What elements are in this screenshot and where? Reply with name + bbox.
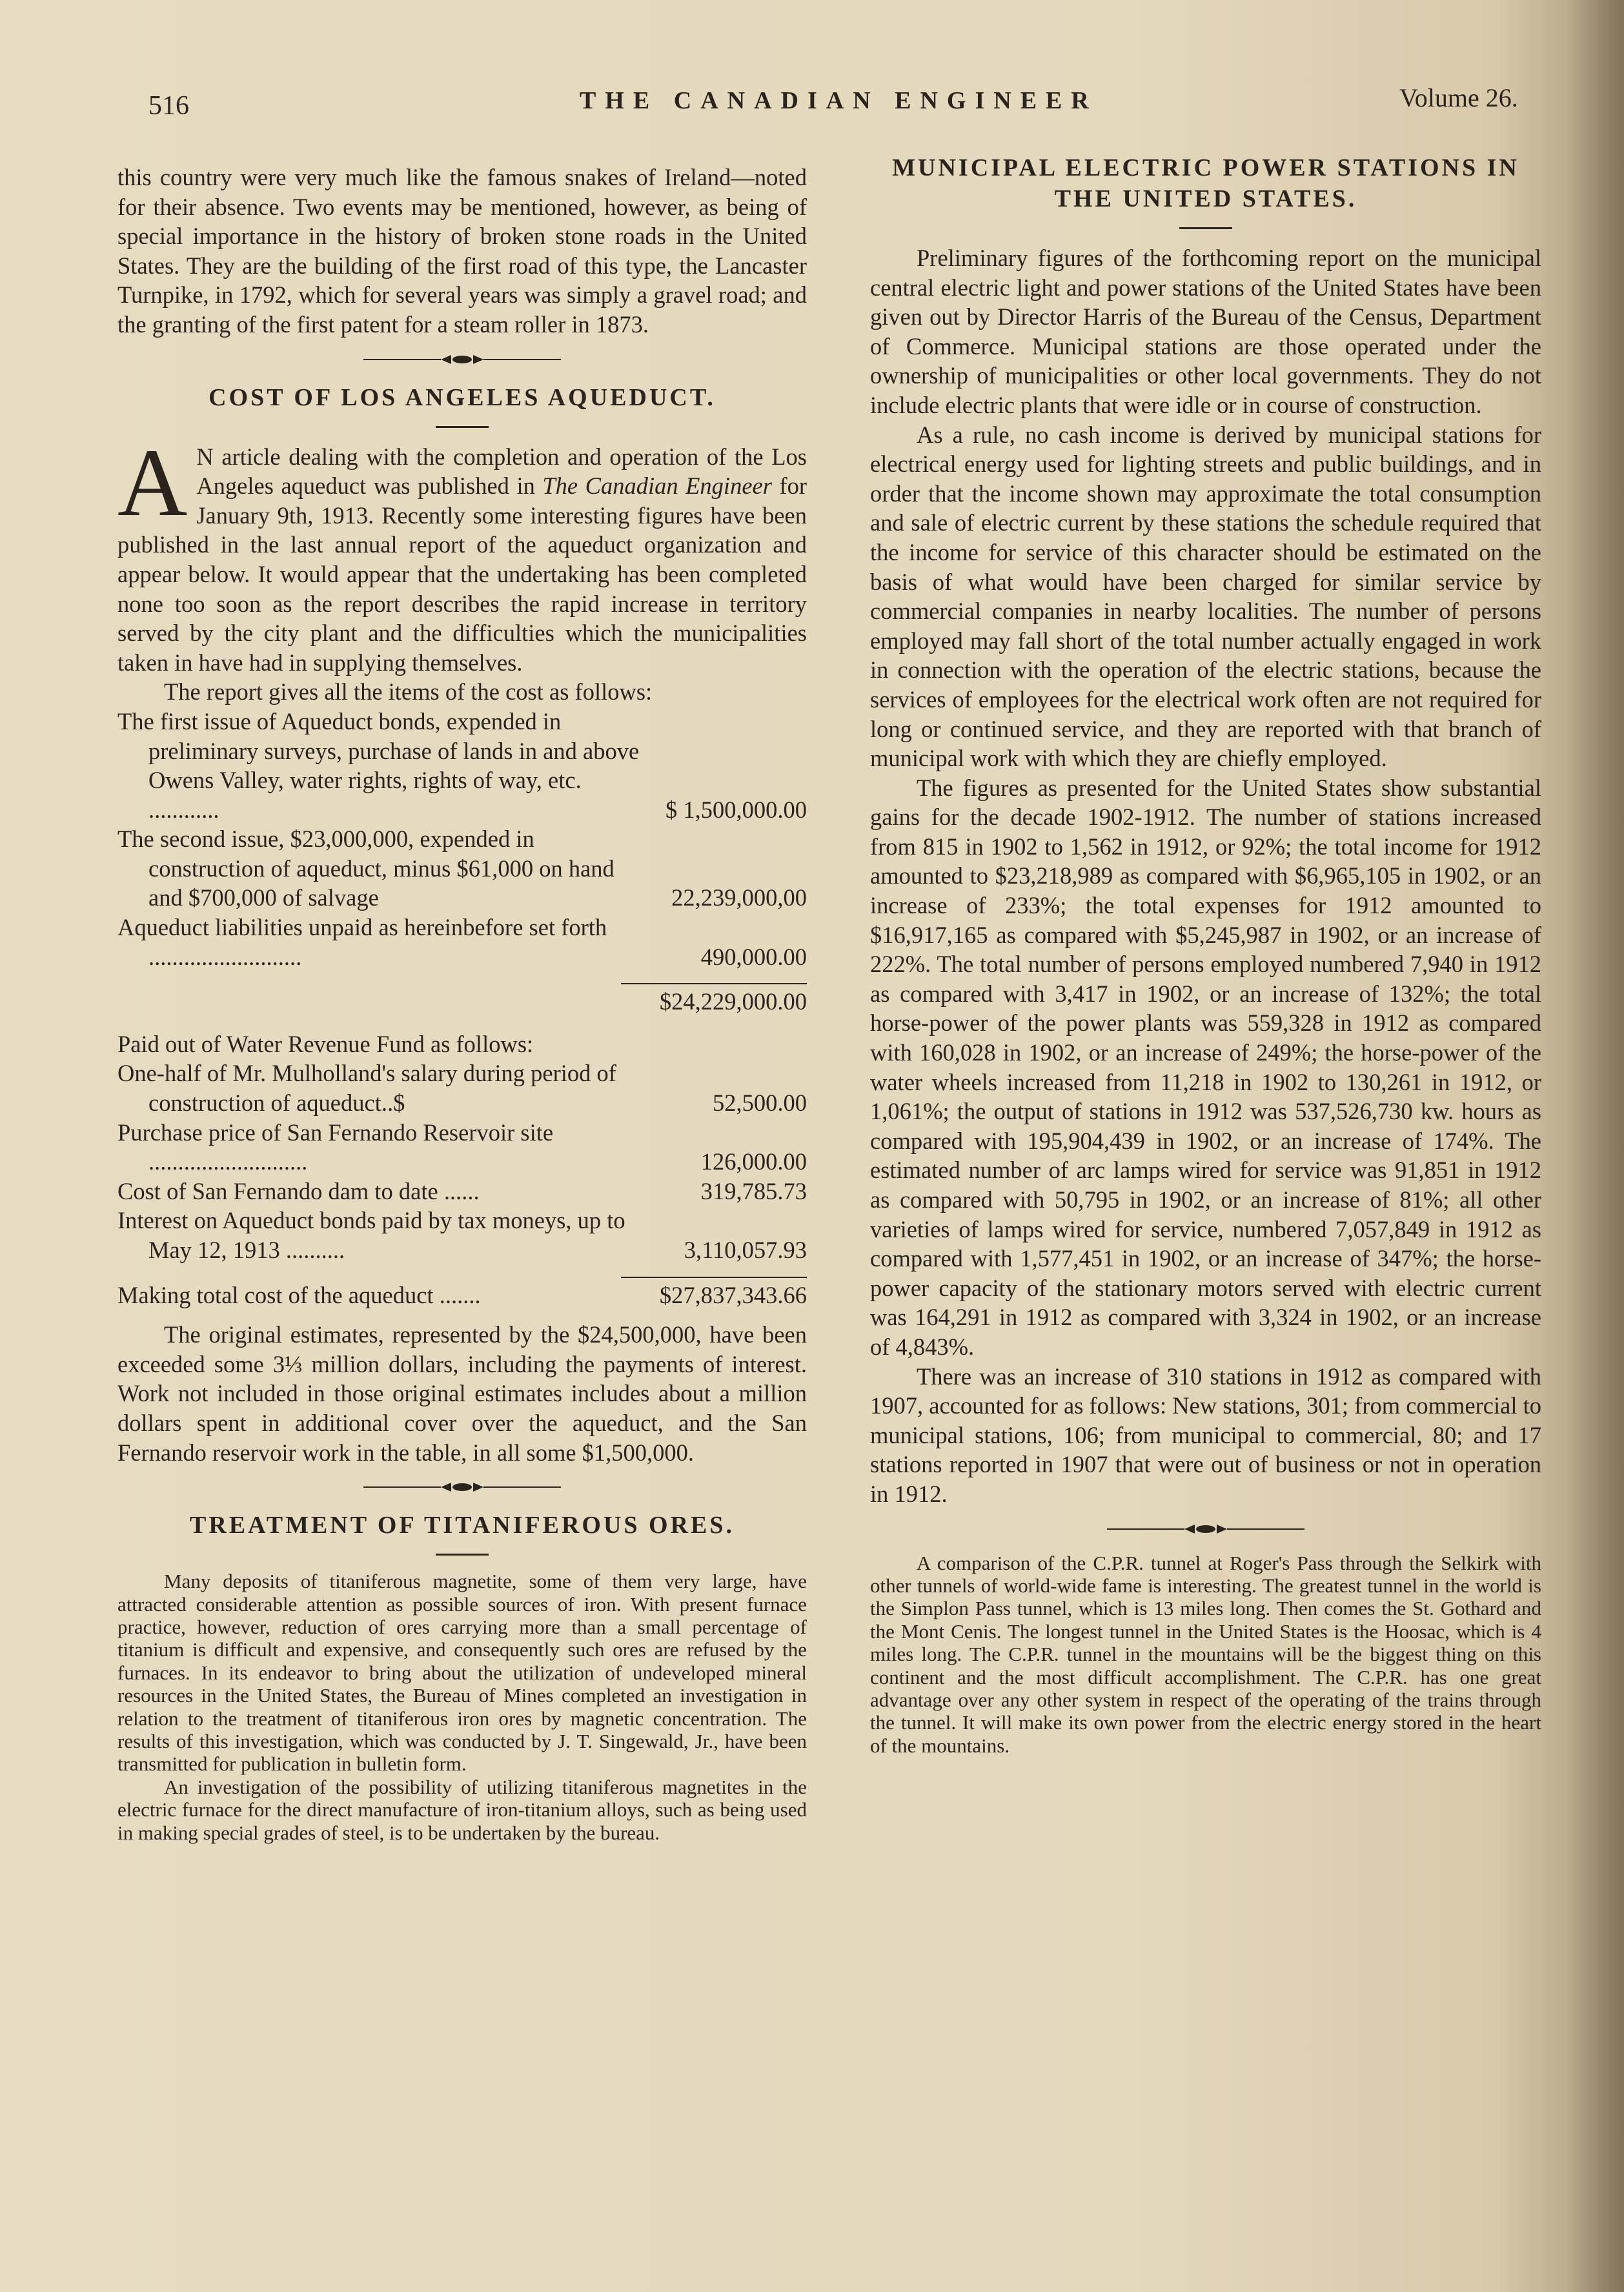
page-number: 516 — [148, 91, 189, 121]
sum-rule — [621, 1277, 807, 1278]
total-row — [117, 1281, 807, 1310]
cost-amount: 3,110,057.93 — [684, 1237, 807, 1263]
cost-label: The second issue, $23,000,000, expended in construction of aqueduct, minus $61,000 on hand and $700,000 of salvage — [117, 826, 614, 911]
section-ornament — [117, 355, 807, 364]
municipal-paragraph-3: The figures as presented for the United States show substantial gains for the decade 1902-1912. The number of stations increased from 815 in 1902 to 1,562 in 1912, or 92%; the total income for 1912 amounted to $23,218,989 as compared with $6,965,105 in 1902, or an increase of 233%; the total expenses for 1912 amounted to $16,917,165 as compared with $5,245,987 in 1902, or an increase of 222%. The total number of persons employed numbered 7,940 in 1912 as compared with 3,417 in 1902, or an increase of 132%; the total horse-power of the power plants was 559,328 in 1912 as compared with 160,028 in 1902, or an increase of 249%; the horse-power of the water wheels increased from 11,218 in 1902 to 130,261 in 1912, or 1,061%; the output of stations in 1912 was 537,526,730 kw. hours as compared with 195,904,439 in 1902, or an increase of 174%. The estimated number of arc lamps wired for service was 91,851 in 1912 as compared with 50,795 in 1902, or an increase of 81%; all other varieties of lamps wired for service, numbered 7,057,849 in 1912 as compared with 1,577,451 in 1902, or an increase of 347%; the horse-power capacity of the stationary motors served with electric current was 164,291 in 1912 as compared with 3,324 in 1902, or an increase of 4,843%. — [870, 774, 1541, 1360]
cost-row — [117, 1177, 807, 1206]
municipal-paragraph-2: As a rule, no cash income is derived by municipal stations for electrical energy used for lighting streets and public buildings, and in order that the income shown may approximate the total consumption and sale of electric current by these stations the schedule required that the income for service of this character should be estimated on the basis of what would have been charged for similar service by commercial companies in nearby localities. The number of persons employed may fall short of the total number actually engaged in work in connection with the operation of the electric stations, because the services of employees for the electrical work often are not required for long or continued service, and they are reported with that branch of municipal work with which they are chiefly employed. — [870, 421, 1541, 772]
municipal-heading-line-1: MUNICIPAL ELECTRIC POWER STATIONS IN — [892, 154, 1519, 181]
cost-table — [117, 707, 807, 1310]
ores-paragraph-2: An investigation of the possibility of utilizing titaniferous magnetites in the electric furnace for the direct manufacture of iron-titanium alloys, such as being used in making special grades of steel, is to be undertaken by the bureau. — [117, 1775, 807, 1844]
total-amount: $27,837,343.66 — [659, 1281, 807, 1308]
aqueduct-paragraph-1: A N article dealing with the completion and operation of the Los Angeles aqueduct was published in The Canadian Engineer for January 9th, 1913. Recently some interesting figures have been published in the last annual report of the aqueduct organization and appear below. It would appear that the undertaking has been completed none too soon as the report describes the rapid increase in territory served by the city plant and the difficulties which the municipalities taken in have had in supplying themselves. — [117, 429, 807, 676]
cost-row — [117, 1206, 807, 1264]
binding-shadow — [1566, 0, 1624, 2292]
ores-heading: TREATMENT OF TITANIFEROUS ORES. — [189, 1512, 735, 1539]
running-head: THE CANADIAN ENGINEER — [580, 87, 1098, 114]
tunnel-paragraph: A comparison of the C.P.R. tunnel at Roger's Pass through the Selkirk with other tunnels of world-wide fame is interesting. The greatest tunnel in the world is the Simplon Pass tunnel, which is 13 miles long. Then comes the St. Gothard and the Mont Cenis. The longest tunnel in the United States is the Hoosac, which is 4 miles long. The C.P.R. tunnel in the mountains will be the biggest thing on this continent and the most difficult accomplishment. The C.P.R. has one great advantage over any other system in respect of the operating of the trains through the tunnel. It will make its own power from the electric energy stored in the heart of the mountains. — [870, 1551, 1541, 1757]
cost-amount: 22,239,000,00 — [671, 884, 807, 911]
cost-label: Interest on Aqueduct bonds paid by tax moneys, up to May 12, 1913 .......... — [117, 1207, 625, 1263]
cost-label: The first issue of Aqueduct bonds, expended in preliminary surveys, purchase of lands in and above Owens Valley, water rights, rights of way, etc. ............ — [117, 707, 640, 823]
cost-amount: 490,000.00 — [700, 943, 807, 970]
drop-cap: A — [117, 429, 188, 536]
cost-row — [117, 913, 807, 971]
cost-label: One-half of Mr. Mulholland's salary during period of construction of aqueduct..$ — [117, 1060, 616, 1117]
cost-row — [117, 824, 807, 913]
cost-label: Aqueduct liabilities unpaid as hereinbefore set forth .......................... — [117, 914, 607, 970]
volume-label: Volume 26. — [1399, 83, 1518, 112]
municipal-paragraph-4: There was an increase of 310 stations in 1912 as compared with 1907, accounted for as follows: New stations, 301; from commercial to municipal stations, 106; from municipal to commercial, 80; and 17 stations reported in 1907 that were out of business or not in operation in 1912. — [870, 1363, 1542, 1507]
heading-rule — [1179, 227, 1232, 229]
municipal-paragraph-1: Preliminary figures of the forthcoming report on the municipal central electric light and power stations of the United States have been given out by Director Harris of the Bureau of the Census, Department of Commerce. Municipal stations are those operated under the ownership of municipalities or other local governments. They do not include electric plants that were idle or in course of construction. — [870, 245, 1541, 418]
ores-paragraph-1: Many deposits of titaniferous magnetite, some of them very large, have attracted considerable attention as possible sources of iron. With present furnace practice, however, reduction of ores carrying more than a small percentage of titanium is difficult and expensive, and consequently such ores are refused by the furnaces. In its endeavor to bring about the utilization of undeveloped mineral resources in the United States, the Bureau of Mines completed an investigation in relation to the treatment of titaniferous iron ores by magnetic concentration. The results of this investigation, which was conducted by J. T. Singewald, Jr., have been transmitted for publication in bulletin form. — [117, 1570, 807, 1776]
aqueduct-paragraph-3: The original estimates, represented by the $24,500,000, have been exceeded some 3⅓ million dollars, including the payments of interest. Work not included in those original estimates includes about a million dollars spent in additional cover over the aqueduct, and the San Fernando reservoir work in the table, in all some $1,500,000. — [117, 1321, 807, 1466]
cost-amount: $ 1,500,000.00 — [665, 796, 807, 823]
cost-amount: 319,785.73 — [700, 1177, 807, 1204]
cost-row — [117, 707, 807, 824]
continued-paragraph: this country were very much like the famous snakes of Ireland—noted for their absence. Two events may be mentioned, however, as being of special importance in the history of broken stone roads in the United States. They are the building of the first road of this type, the Lancaster Turnpike, in 1792, which for several years was simply a gravel road; and the granting of the first patent for a steam roller in 1873. — [117, 164, 807, 338]
left-column — [117, 163, 807, 1844]
water-fund-heading: Paid out of Water Revenue Fund as follows: — [117, 1030, 534, 1057]
journal-citation: The Canadian Engineer — [542, 472, 772, 500]
section-ornament — [870, 1525, 1541, 1534]
heading-rule — [436, 1554, 489, 1556]
cost-amount: 52,500.00 — [713, 1090, 807, 1117]
cost-row — [117, 1059, 807, 1117]
subtotal-row — [117, 987, 807, 1017]
total-label: Making total cost of the aqueduct ....... — [117, 1281, 481, 1308]
cost-label: Purchase price of San Fernando Reservoir site ........................... — [117, 1119, 554, 1175]
right-column — [870, 152, 1541, 1757]
municipal-heading-line-2: THE UNITED STATES. — [1054, 185, 1357, 212]
subtotal-amount: $24,229,000.00 — [659, 988, 807, 1015]
sum-rule — [621, 983, 807, 984]
section-ornament — [117, 1483, 807, 1492]
cost-row — [117, 1118, 807, 1177]
cost-amount: 126,000.00 — [700, 1148, 807, 1175]
heading-rule — [436, 426, 489, 428]
cost-label: Cost of San Fernando dam to date ...... — [117, 1177, 480, 1204]
aqueduct-heading: COST OF LOS ANGELES AQUEDUCT. — [208, 383, 716, 411]
aqueduct-paragraph-2: The report gives all the items of the cost as follows: — [164, 678, 653, 705]
